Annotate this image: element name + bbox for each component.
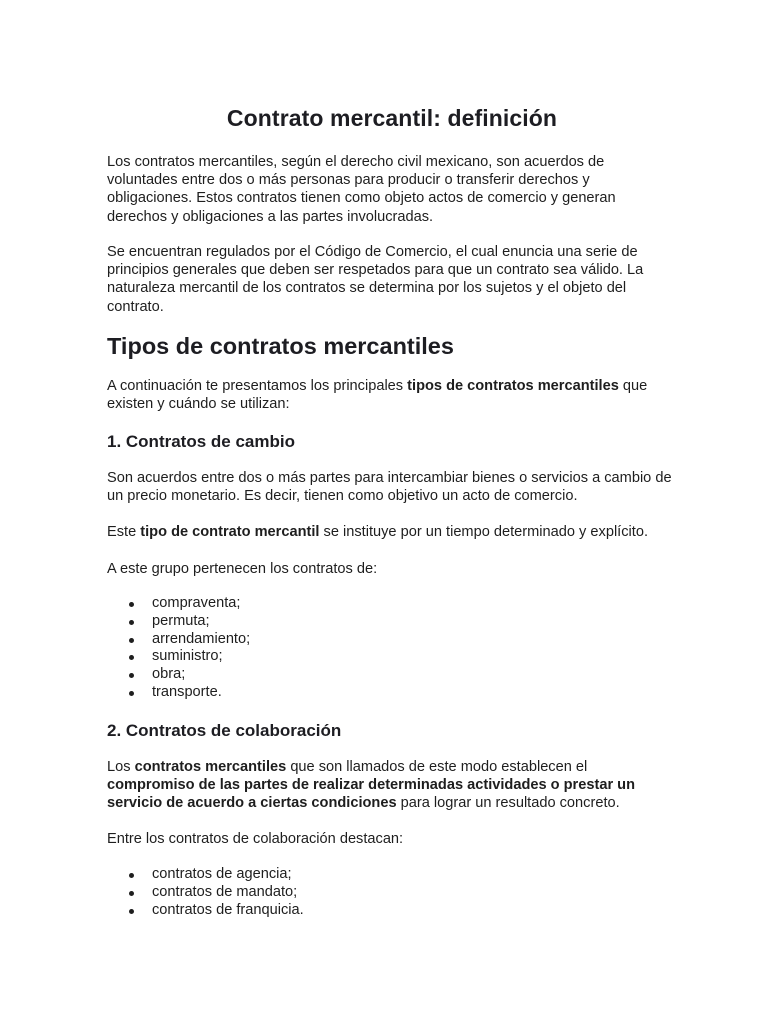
list-item-text: contratos de agencia; <box>152 866 292 882</box>
list-item <box>107 884 304 902</box>
colaboracion-p1-bold-b: compromiso de las partes de realizar determinadas actividades o prestar un servicio de acuerdo a ciertas condiciones <box>107 777 636 812</box>
tipos-intro-text-start: A continuación te presentamos los principales <box>107 378 408 394</box>
list-item <box>107 866 304 884</box>
bullet-icon <box>129 673 134 678</box>
bullet-icon <box>129 655 134 660</box>
intro-paragraph-2: Se encuentran regulados por el Código de Comercio, el cual enuncia una serie de principios generales que deben ser respetados para que un contrato sea válido. La naturaleza mercantil de los contratos se determina por los sujetos y el objeto del contrato. <box>107 244 644 315</box>
colaboracion-p1-text-c: para lograr un resultado concreto. <box>396 795 620 812</box>
tipos-intro-text-end: que existen y cuándo se utilizan: <box>107 378 648 413</box>
cambio-paragraph-2 <box>107 523 677 541</box>
bullet-icon <box>129 891 134 896</box>
list-item <box>107 613 250 631</box>
list-item-text: permuta; <box>152 612 210 629</box>
cambio-paragraph-3: A este grupo pertenecen los contratos de: <box>107 561 378 577</box>
bullet-icon <box>129 873 134 878</box>
list-item-text: obra; <box>152 666 186 683</box>
document-title: Contrato mercantil: definición <box>226 105 558 131</box>
list-item <box>107 595 250 613</box>
bullet-icon <box>129 602 134 607</box>
colaboracion-p1-text-a: Los <box>107 759 135 775</box>
bullet-icon <box>129 620 134 625</box>
list-item <box>107 684 250 702</box>
cambio-p2-text-end: se instituye por un tiempo determinado y explícito. <box>319 524 648 540</box>
list-item-text: contratos de mandato; <box>152 883 298 900</box>
list-item-text: arrendamiento; <box>152 630 251 647</box>
colaboracion-p1-bold-a: contratos mercantiles <box>134 759 287 775</box>
tipos-intro-bold: tipos de contratos mercantiles <box>407 378 619 394</box>
bullet-icon <box>129 691 134 696</box>
bullet-icon <box>129 909 134 914</box>
colaboracion-paragraph-1 <box>107 758 677 813</box>
list-item-text: contratos de franquicia. <box>152 901 304 918</box>
list-item-text: compraventa; <box>152 595 241 611</box>
cambio-bullet-list <box>107 595 250 702</box>
colaboracion-bullet-list <box>107 866 304 919</box>
list-item <box>107 631 250 649</box>
colaboracion-p1-text-b: que son llamados de este modo establecen el <box>286 759 588 775</box>
list-item-text: suministro; <box>152 648 223 665</box>
list-item <box>107 666 250 684</box>
colaboracion-paragraph-2: Entre los contratos de colaboración destacan: <box>107 831 404 847</box>
tipos-intro-paragraph <box>107 377 677 413</box>
bullet-icon <box>129 638 134 643</box>
section-heading-tipos: Tipos de contratos mercantiles <box>107 333 454 359</box>
cambio-p2-text-start: Este <box>107 524 141 540</box>
subheading-contratos-colaboracion: 2. Contratos de colaboración <box>107 721 342 740</box>
list-item <box>107 902 304 920</box>
cambio-paragraph-1: Son acuerdos entre dos o más partes para intercambiar bienes o servicios a cambio de un precio monetario. Es decir, tienen como objetivo un acto de comercio. <box>107 470 672 505</box>
cambio-p2-bold: tipo de contrato mercantil <box>140 524 320 540</box>
list-item <box>107 648 250 666</box>
subheading-contratos-cambio: 1. Contratos de cambio <box>107 432 295 451</box>
list-item-text: transporte. <box>152 683 222 700</box>
intro-paragraph-1: Los contratos mercantiles, según el derecho civil mexicano, son acuerdos de voluntades entre dos o más personas para producir o transferir derechos y obligaciones. Estos contratos tienen como objeto actos de comercio y generan derechos y obligaciones a las partes involucradas. <box>107 154 616 225</box>
